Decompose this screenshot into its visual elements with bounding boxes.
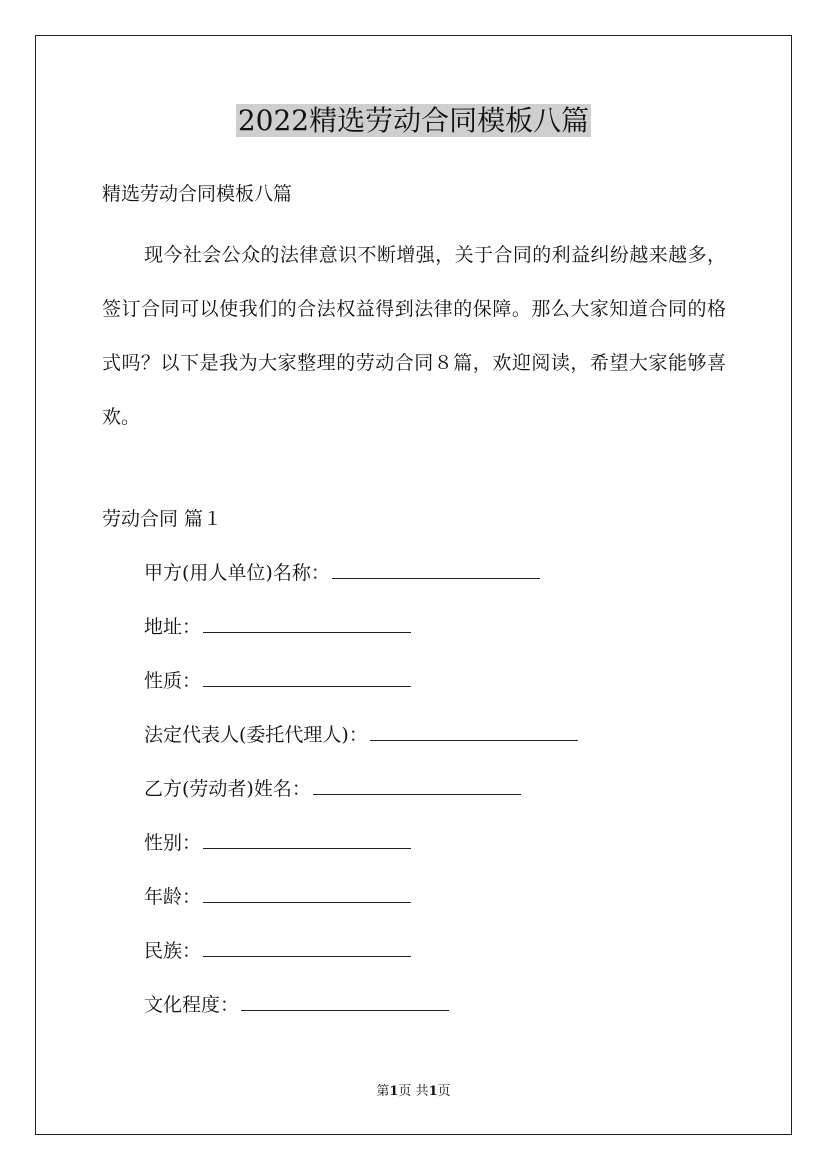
fill-blank-line (203, 612, 411, 633)
fill-blank-line (203, 828, 411, 849)
field-label: 年龄： (144, 886, 202, 908)
footer-page-suffix: 页 (437, 1084, 451, 1099)
fill-blank-line (313, 774, 521, 795)
footer-page-current: 1 (389, 1084, 399, 1099)
field-education (144, 990, 578, 1044)
page-footer (0, 1083, 827, 1101)
intro-paragraph: 现今社会公众的法律意识不断增强，关于合同的利益纠纷越来越多，签订合同可以使我们的合法权益得到法律的保障。那么大家知道合同的格式吗？以下是我为大家整理的劳动合同８篇，欢迎阅读，希望大家能够喜欢。 (102, 244, 726, 428)
document-title (0, 100, 827, 142)
fill-blank-line (332, 558, 540, 579)
field-label: 乙方(劳动者)姓名： (144, 778, 311, 800)
footer-page-total: 1 (428, 1084, 438, 1099)
document-subtitle: 精选劳动合同模板八篇 (102, 183, 293, 205)
section-heading: 劳动合同 篇１ (102, 508, 223, 530)
document-title-text: 2022精选劳动合同模板八篇 (237, 104, 590, 137)
field-nature (144, 666, 578, 720)
field-label: 民族： (144, 940, 202, 962)
field-label: 性别： (144, 832, 202, 854)
footer-page-prefix: 第 (376, 1084, 390, 1099)
field-label: 文化程度： (144, 994, 240, 1016)
field-address (144, 612, 578, 666)
contract-field-list (144, 558, 578, 1044)
field-gender (144, 828, 578, 882)
field-legal-representative (144, 720, 578, 774)
field-age (144, 882, 578, 936)
field-label: 性质： (144, 670, 202, 692)
fill-blank-line (203, 936, 411, 957)
footer-page-mid: 页 共 (398, 1084, 429, 1099)
field-employee-name (144, 774, 578, 828)
fill-blank-line (370, 720, 578, 741)
field-ethnicity (144, 936, 578, 990)
field-label: 地址： (144, 616, 202, 638)
field-label: 甲方(用人单位)名称： (144, 562, 330, 584)
fill-blank-line (203, 882, 411, 903)
field-employer-name (144, 558, 578, 612)
fill-blank-line (203, 666, 411, 687)
fill-blank-line (241, 990, 449, 1011)
field-label: 法定代表人(委托代理人)： (144, 724, 368, 746)
